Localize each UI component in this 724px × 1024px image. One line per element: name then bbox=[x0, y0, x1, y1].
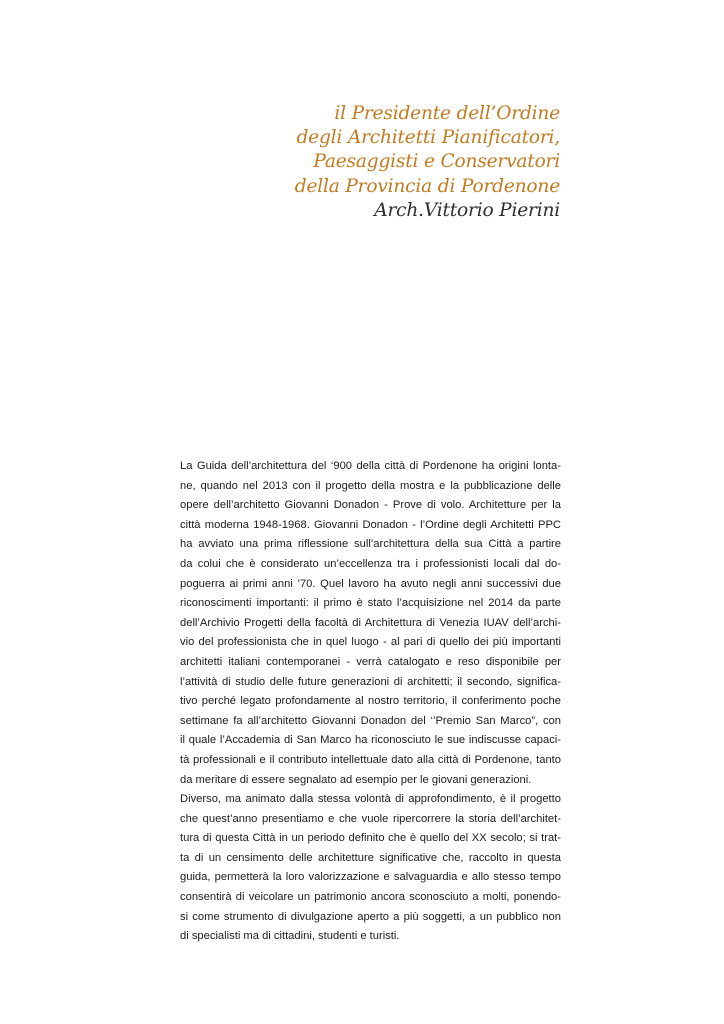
body-line: l’attività di studio delle future generazioni di architetti; il secondo, significa- bbox=[180, 675, 561, 688]
author-title-block bbox=[295, 102, 560, 223]
author-role-line-4: della Provincia di Pordenone bbox=[294, 175, 560, 197]
body-line: La Guida dell’architettura del ‘900 della città di Pordenone ha origini lonta- bbox=[180, 460, 561, 472]
body-line: che quest’anno presentiamo e che vuole ripercorrere la storia dell’architet- bbox=[180, 812, 561, 825]
body-line: ha avviato una prima riflessione sull’architettura della sua Città a partire bbox=[180, 538, 561, 551]
body-line: architetti italiani contemporanei - verrà catalogato e reso disponibile per bbox=[180, 655, 561, 668]
body-line: poguerra ai primi anni ’70. Quel lavoro ha avuto negli anni successivi due bbox=[180, 577, 561, 590]
author-role-line-2: degli Architetti Pianificatori, bbox=[296, 127, 560, 149]
author-name: Arch.Vittorio Pierini bbox=[374, 199, 560, 221]
body-line: vio del professionista che in quel luogo - al pari di quello dei più importanti bbox=[180, 636, 561, 649]
body-line: tà professionali e il contributo intellettuale dato alla città di Pordenone, tanto bbox=[180, 753, 561, 766]
author-role-line-1: il Presidente dell’Ordine bbox=[334, 103, 560, 124]
body-line: tivo perché legato profondamente al nostro territorio, il conferimento poche bbox=[180, 695, 561, 708]
body-line: dell’Archivio Progetti della facoltà di Architettura di Venezia IUAV dell’archi- bbox=[180, 616, 561, 629]
body-line: Diverso, ma animato dalla stessa volontà di approfondimento, è il progetto bbox=[180, 793, 561, 806]
body-line: riconoscimenti importanti: il primo è stato l’acquisizione nel 2014 da parte bbox=[180, 597, 561, 610]
body-line: città moderna 1948-1968. Giovanni Donadon - l’Ordine degli Architetti PPC bbox=[180, 518, 561, 531]
body-line: opere dell’architetto Giovanni Donadon - Prove di volo. Architetture per la bbox=[180, 499, 561, 512]
body-line: guida, permetterà la loro valorizzazione e salvaguardia e allo stesso tempo bbox=[180, 871, 561, 884]
body-line: settimane fa all’architetto Giovanni Donadon del ‘’Premio San Marco”, con bbox=[180, 714, 561, 727]
body-line: si come strumento di divulgazione aperto a più soggetti, a un pubblico non bbox=[180, 910, 561, 923]
body-line: tura di questa Città in un periodo definito che è quello del XX secolo; si trat- bbox=[180, 832, 561, 845]
body-line: il quale l’Accademia di San Marco ha riconosciuto le sue indiscusse capaci- bbox=[180, 734, 561, 747]
body-line: ta di un censimento delle architetture significative che, raccolto in questa bbox=[180, 851, 561, 864]
body-text bbox=[180, 457, 561, 947]
author-role-line-3: Paesaggisti e Conservatori bbox=[313, 151, 560, 173]
body-line: da meritare di essere segnalato ad esempio per le giovani generazioni. bbox=[180, 773, 532, 786]
body-line: di specialisti ma di cittadini, studenti e turisti. bbox=[180, 930, 400, 943]
body-line: da colui che è considerato un’eccellenza tra i professionisti locali dal do- bbox=[180, 557, 561, 570]
body-line: consentirà di veicolare un patrimonio ancora sconosciuto a molti, ponendo- bbox=[180, 891, 561, 904]
body-line: ne, quando nel 2013 con il progetto della mostra e la pubblicazione delle bbox=[180, 479, 561, 492]
